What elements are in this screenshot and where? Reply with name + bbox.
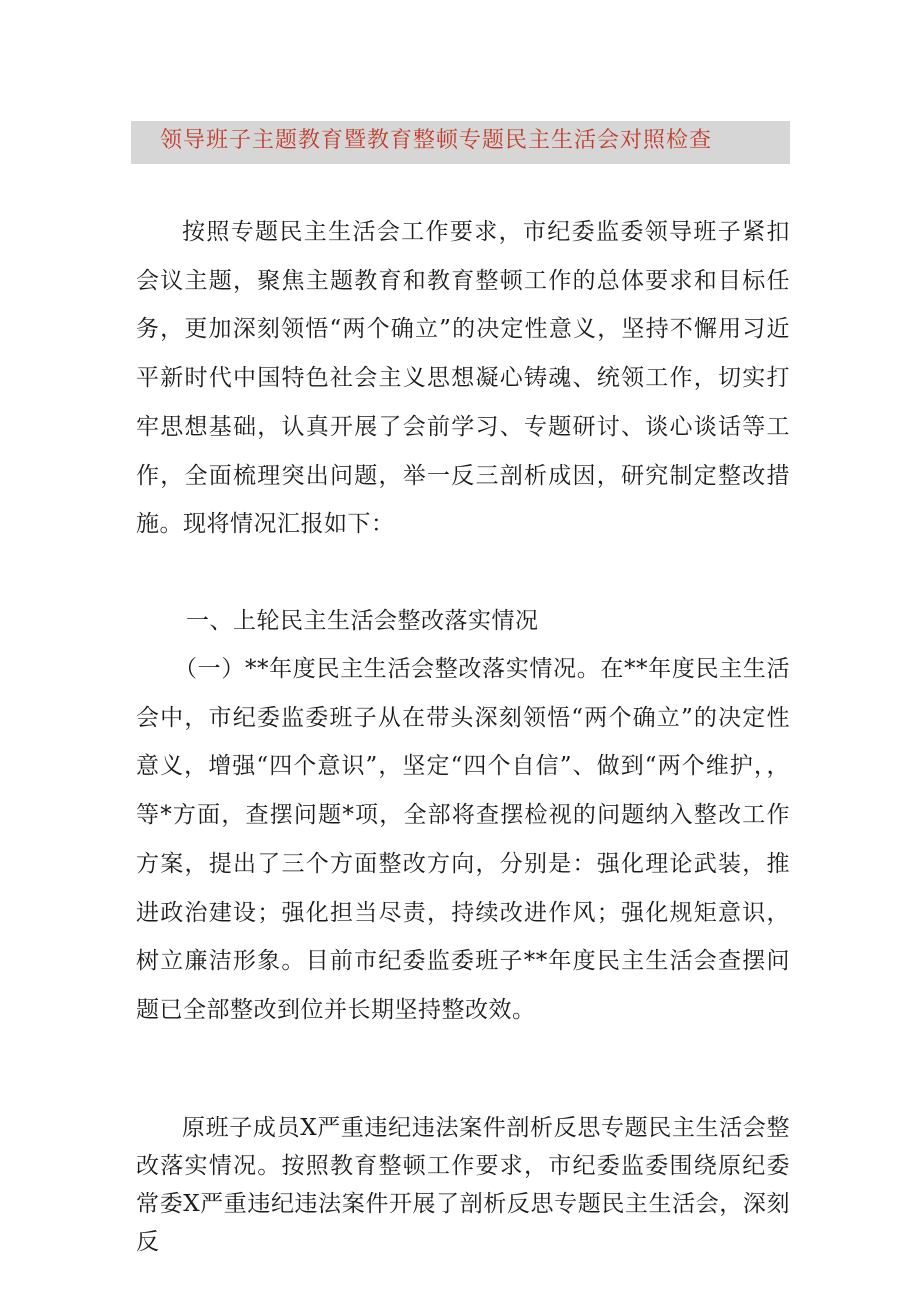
- intro-paragraph: 按照专题民主生活会工作要求，市纪委监委领导班子紧扣会议主题，聚焦主题教育和教育整顿工作的总体要求和目标任务，更加深刻领悟“两个确立”的决定性意义，坚持不懈用习近平新时代中国特色社会主义思想凝心铸魂、统领工作，切实打牢思想基础，认真开展了会前学习、专题研讨、谈心谈话等工作，全面梳理突出问题，举一反三剖析成因，研究制定整改措施。现将情况汇报如下：: [136, 219, 790, 538]
- section-heading: 一、上轮民主生活会整改落实情况: [186, 608, 539, 634]
- section-paragraph-1: （一）**年度民主生活会整改落实情况。在**年度民主生活会中，市纪委监委班子从在带头深刻领悟“两个确立”的决定性意义，增强“四个意识”，坚定“四个自信”、做到“两个维护，，等*方面，查摆问题*项，全部将查摆检视的问题纳入整改工作方案，提出了三个方面整改方向，分别是：强化理论武装，推进政治建设；强化担当尽责，持续改进作风；强化规矩意识，树立廉洁形象。目前市纪委监委班子**年度民主生活会查摆问题已全部整改到位并长期坚持整改效。: [136, 656, 790, 1023]
- document-title: 领导班子主题教育暨教育整顿专题民主生活会对照检查: [160, 128, 713, 153]
- section-paragraph-2: 原班子成员X严重违纪违法案件剖析反思专题民主生活会整改落实情况。按照教育整顿工作要求，市纪委监委围绕原纪委常委X严重违纪违法案件开展了剖析反思专题民主生活会，深刻反: [136, 1115, 790, 1255]
